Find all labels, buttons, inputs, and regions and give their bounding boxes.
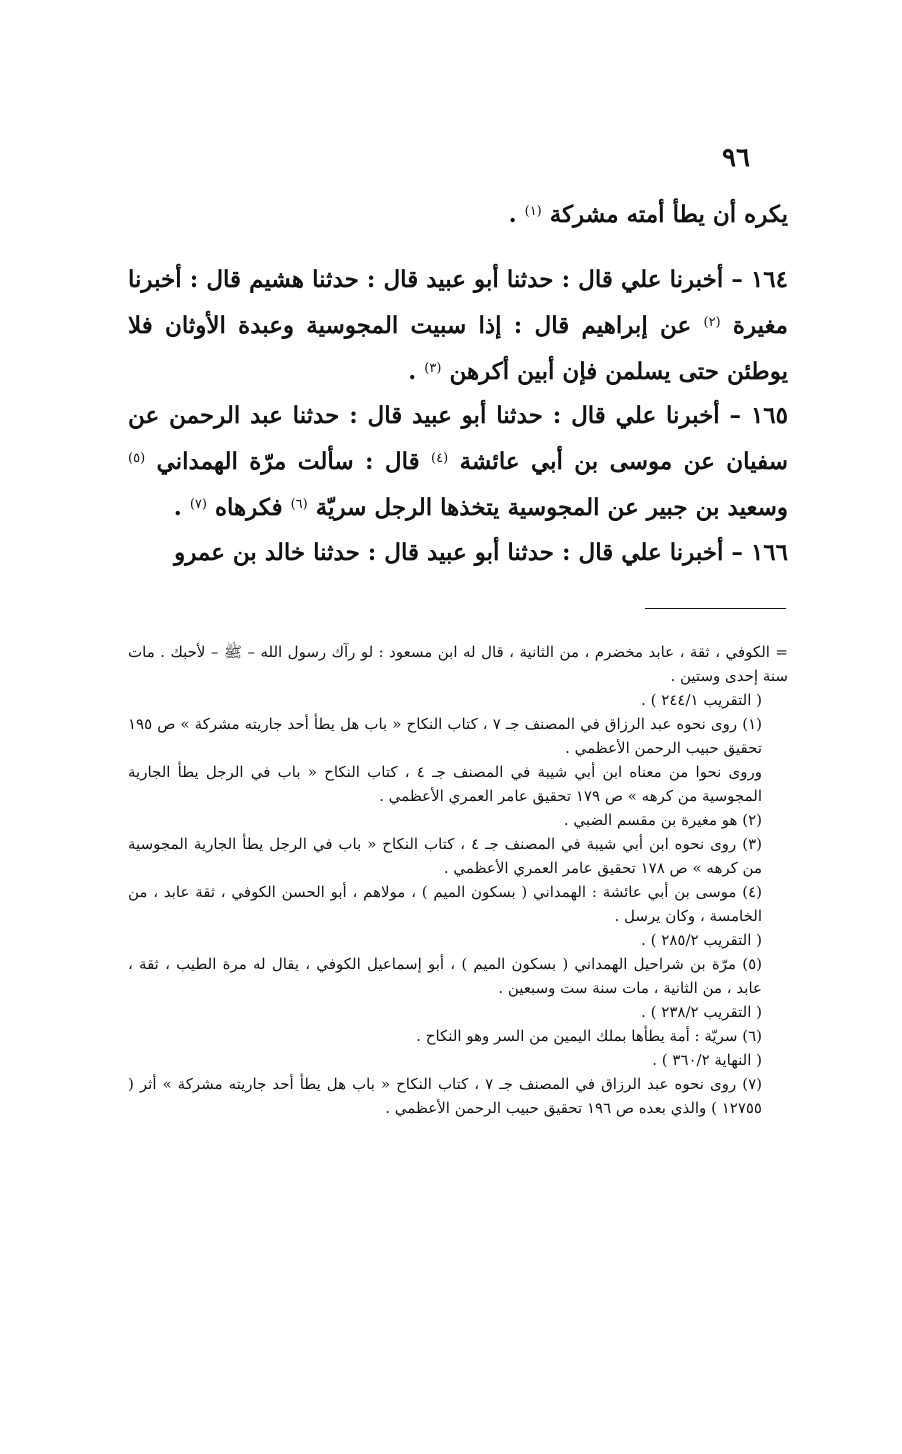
footnote-ref-4: (٤) xyxy=(431,451,449,466)
footnote-3: (٣) روى نحوه ابن أبي شيبة في المصنف جـ ٤ ، كتاب النكاح « باب في الرجل يطأ الجارية المجوسية من كرهه » ص ١٧٨ تحقيق عامر العمري الأعظمي . xyxy=(128,835,762,877)
hadith-text: – أخبرنا علي قال : حدثنا أبو عبيد قال : حدثنا خالد بن عمرو xyxy=(174,539,743,566)
footnote-ref-3: (٣) xyxy=(424,361,442,376)
hadith-text: فكرهاه xyxy=(214,494,283,521)
hadith-166 xyxy=(128,530,788,576)
footnote-continuation: = الكوفي ، ثقة ، عابد مخضرم ، من الثانية ، قال له ابن مسعود : لو رآك رسول الله – ﷺ – لأحبك . مات سنة إحدى وستين . xyxy=(128,643,788,685)
hadith-number: ١٦٤ xyxy=(750,266,788,293)
intro-paragraph xyxy=(128,192,788,238)
hadith-164 xyxy=(128,257,788,395)
footnote-divider xyxy=(645,608,786,609)
page-number: ٩٦ xyxy=(722,143,750,173)
footnote-ref-7: (٧) xyxy=(189,497,207,512)
footnote-citation: ( التقريب ٢٣٨/٢ ) . xyxy=(641,1003,762,1021)
hadith-number: ١٦٥ xyxy=(750,402,788,429)
hadith-number: ١٦٦ xyxy=(750,539,788,566)
footnote-4: (٤) موسى بن أبي عائشة : الهمداني ( بسكون الميم ) ، مولاهم ، أبو الحسن الكوفي ، ثقة عابد ، من الخامسة ، وكان يرسل . xyxy=(128,883,762,925)
footnote-6: (٦) سريّة : أمة يطأها بملك اليمين من السر وهو النكاح . xyxy=(416,1027,762,1045)
intro-end: . xyxy=(508,201,517,228)
footnote-ref-5: (٥) xyxy=(128,451,146,466)
hadith-text: وسعيد بن جبير عن المجوسية يتخذها الرجل سريّة xyxy=(315,494,788,521)
footnote-7: (٧) روى نحوه عبد الرزاق في المصنف جـ ٧ ، كتاب النكاح « باب هل يطأ أحد جاريته مشركة » أثر ( ١٢٧٥٥ ) والذي بعده ص ١٩٦ تحقيق حبيب الرحمن الأعظمي . xyxy=(128,1075,763,1117)
footnote-citation: ( التقريب ٢٤٤/١ ) . xyxy=(641,691,762,709)
intro-text: يكره أن يطأ أمته مشركة xyxy=(549,201,788,228)
footnote-2: (٢) هو مغيرة بن مقسم الضبي . xyxy=(563,811,762,829)
footnote-ref-6: (٦) xyxy=(290,497,308,512)
footnote-citation: ( التقريب ٢٨٥/٢ ) . xyxy=(641,931,762,949)
hadith-end: . xyxy=(173,494,182,521)
hadith-text: – أخبرنا علي قال : حدثنا أبو عبيد قال : حدثنا هشيم قال : أخبرنا مغيرة xyxy=(128,266,788,339)
footnote-1-continued: وروى نحوا من معناه ابن أبي شيبة في المصنف جـ ٤ ، كتاب النكاح « باب في الرجل يطأ الجارية المجوسية من كرهه » ص ١٧٩ تحقيق عامر العمري الأعظمي . xyxy=(128,763,763,805)
footnote-1: (١) روى نحوه عبد الرزاق في المصنف جـ ٧ ، كتاب النكاح « باب هل يطأ أحد جاريته مشركة » ص ١٩٥ تحقيق حبيب الرحمن الأعظمي . xyxy=(128,715,762,757)
hadith-end: . xyxy=(408,358,417,385)
hadith-165 xyxy=(128,393,788,531)
footnote-5: (٥) مرّة بن شراحيل الهمداني ( بسكون الميم ) ، أبو إسماعيل الكوفي ، يقال له مرة الطيب ، ثقة ، عابد ، من الثانية ، مات سنة ست وسبعين . xyxy=(128,955,762,997)
hadith-text: قال : سألت مرّة الهمداني xyxy=(156,448,420,475)
footnotes xyxy=(128,640,788,1120)
hadith-text: – أخبرنا علي قال : حدثنا أبو عبيد قال : حدثنا عبد الرحمن عن سفيان عن موسى بن أبي عائشة xyxy=(128,402,789,475)
hadith-text: عن إبراهيم قال : إذا سبيت المجوسية وعبدة الأوثان فلا يوطئن حتى يسلمن فإن أبين أكرهن xyxy=(128,312,788,385)
footnote-ref-1: (١) xyxy=(524,204,542,219)
footnote-citation: ( النهاية ٣٦٠/٢ ) . xyxy=(652,1051,762,1069)
footnote-ref-2: (٢) xyxy=(703,315,721,330)
